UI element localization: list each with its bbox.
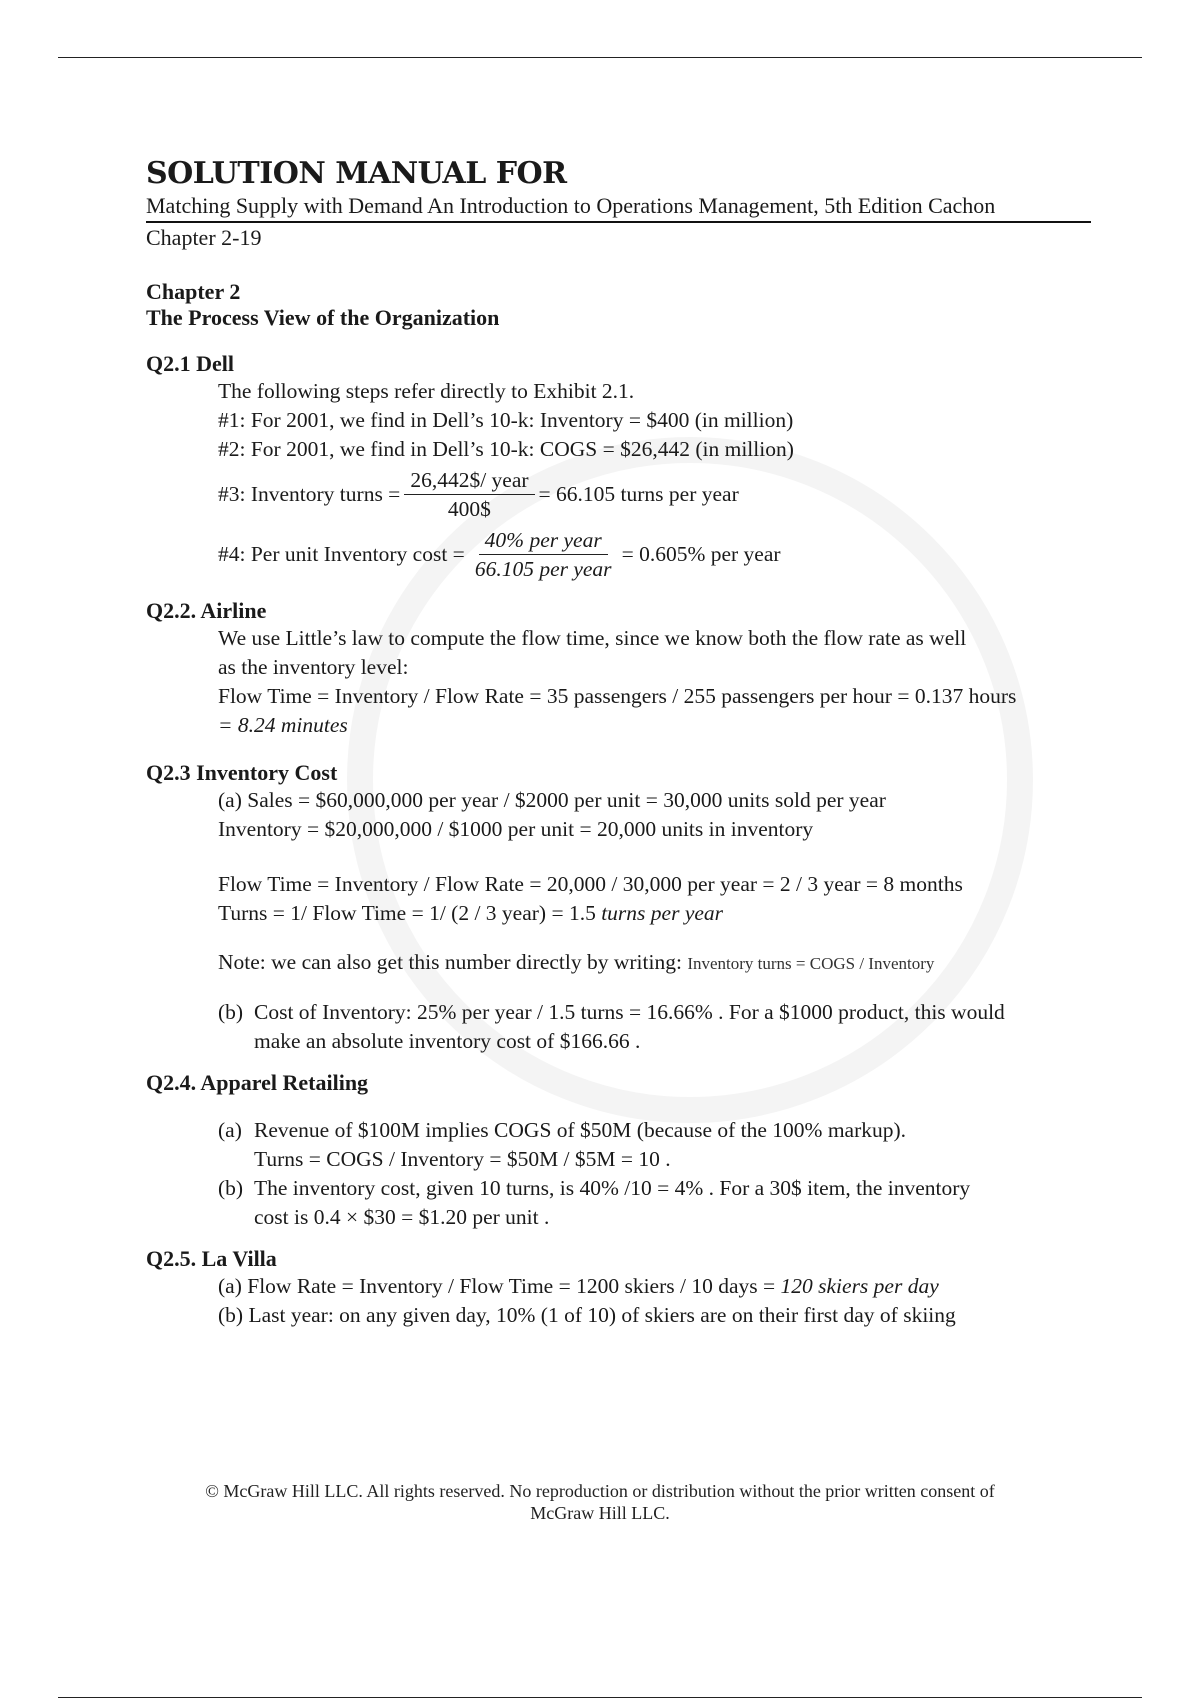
q21-step-4	[218, 524, 1091, 584]
q22-body	[218, 624, 1091, 740]
q22-line-1: We use Little’s law to compute the flow time, since we know both the flow rate as well	[218, 626, 967, 650]
q24-a-text	[254, 1116, 1091, 1174]
q22-line-2: as the inventory level:	[218, 655, 409, 679]
q21-line-3: #2: For 2001, we find in Dell’s 10-k: COGS = $26,442 (in million)	[218, 437, 794, 461]
document-subtitle: Matching Supply with Demand An Introduction to Operations Management, 5th Edition Cachon	[146, 192, 1091, 223]
q25-a-line	[218, 1272, 1091, 1301]
q21-step3-fraction	[404, 466, 534, 523]
q23-note	[218, 948, 1091, 978]
copyright-footer	[0, 1480, 1200, 1524]
q23-b-label: (b)	[218, 1000, 244, 1024]
q23-body	[218, 786, 1091, 1056]
q21-step3-numerator: 26,442$/ year	[404, 466, 534, 495]
q22-line-4: = 8.24 minutes	[218, 713, 348, 737]
q21-step4-prefix: #4: Per unit Inventory cost =	[218, 541, 465, 566]
top-rule	[58, 57, 1142, 58]
q24-b-text	[254, 1174, 1091, 1232]
q25-body	[218, 1272, 1091, 1330]
q23-a-line-4	[218, 899, 1091, 928]
q21-line-2: #1: For 2001, we find in Dell’s 10-k: Inventory = $400 (in million)	[218, 408, 794, 432]
chapter-range: Chapter 2-19	[146, 225, 262, 250]
q21-step4-denominator: 66.105 per year	[474, 556, 612, 581]
q24-a-item	[218, 1116, 1091, 1174]
q22-heading: Q2.2. Airline	[146, 598, 267, 623]
q23-note-formula: Inventory turns = COGS / Inventory	[687, 954, 935, 973]
q21-step3-prefix: #3: Inventory turns =	[218, 481, 401, 506]
q21-step4-fraction	[469, 526, 618, 583]
q24-b-line-1: The inventory cost, given 10 turns, is 40% /10 = 4% . For a 30$ item, the inventory	[254, 1176, 971, 1200]
q24-b-line-2: cost is 0.4 × $30 = $1.20 per unit .	[254, 1205, 550, 1229]
q23-a-line-1: (a) Sales = $60,000,000 per year / $2000 per unit = 30,000 units sold per year	[218, 788, 886, 812]
q22-line-3: Flow Time = Inventory / Flow Rate = 35 passengers / 255 passengers per hour = 0.137 hours	[218, 684, 1017, 708]
document-title: SOLUTION MANUAL FOR	[146, 156, 567, 191]
q21-step3-suffix: = 66.105 turns per year	[538, 481, 739, 506]
q23-turns-text: Turns = 1/ Flow Time = 1/ (2 / 3 year) = 1.5	[218, 901, 596, 925]
q21-step3-denominator: 400$	[447, 496, 491, 521]
q24-a-line-1: Revenue of $100M implies COGS of $50M (because of the 100% markup).	[254, 1118, 907, 1142]
q25-a-result: 120 skiers per day	[780, 1274, 939, 1298]
q23-a-line-3: Flow Time = Inventory / Flow Rate = 20,000 / 30,000 per year = 2 / 3 year = 8 months	[218, 872, 963, 896]
chapter-name: The Process View of the Organization	[146, 305, 500, 330]
q24-a-label: (a)	[218, 1118, 242, 1142]
q23-b-item	[218, 998, 1091, 1056]
chapter-number: Chapter 2	[146, 279, 241, 304]
q24-b-label: (b)	[218, 1176, 244, 1200]
q24-a-line-2: Turns = COGS / Inventory = $50M / $5M = 10 .	[254, 1147, 671, 1171]
q23-note-text: Note: we can also get this number directly by writing:	[218, 950, 682, 974]
q25-heading: Q2.5. La Villa	[146, 1246, 277, 1271]
q21-step-3	[218, 464, 1091, 524]
q25-a-text: (a) Flow Rate = Inventory / Flow Time = 1200 skiers / 10 days =	[218, 1274, 776, 1298]
q24-heading: Q2.4. Apparel Retailing	[146, 1070, 369, 1095]
q23-b-line-2: make an absolute inventory cost of $166.66 .	[254, 1029, 641, 1053]
q21-body	[218, 377, 1091, 584]
q25-b-line: (b) Last year: on any given day, 10% (1 of 10) of skiers are on their first day of skiing	[218, 1303, 956, 1327]
q21-step4-numerator: 40% per year	[479, 526, 608, 555]
q23-heading: Q2.3 Inventory Cost	[146, 760, 338, 785]
q24-body	[218, 1116, 1091, 1232]
q23-turns-unit: turns per year	[601, 901, 724, 925]
q21-line-1: The following steps refer directly to Exhibit 2.1.	[218, 379, 635, 403]
footer-line-1: © McGraw Hill LLC. All rights reserved. No reproduction or distribution without the prior written consent of	[205, 1481, 995, 1501]
q24-b-item	[218, 1174, 1091, 1232]
q21-step4-suffix: = 0.605% per year	[621, 541, 781, 566]
document-page	[146, 156, 1091, 1330]
q23-b-text	[254, 998, 1091, 1056]
footer-line-2: McGraw Hill LLC.	[530, 1503, 670, 1523]
q23-b-line-1: Cost of Inventory: 25% per year / 1.5 turns = 16.66% . For a $1000 product, this would	[254, 1000, 1005, 1024]
bottom-rule	[58, 1697, 1142, 1698]
q21-heading: Q2.1 Dell	[146, 351, 234, 376]
q23-a-line-2: Inventory = $20,000,000 / $1000 per unit = 20,000 units in inventory	[218, 817, 814, 841]
